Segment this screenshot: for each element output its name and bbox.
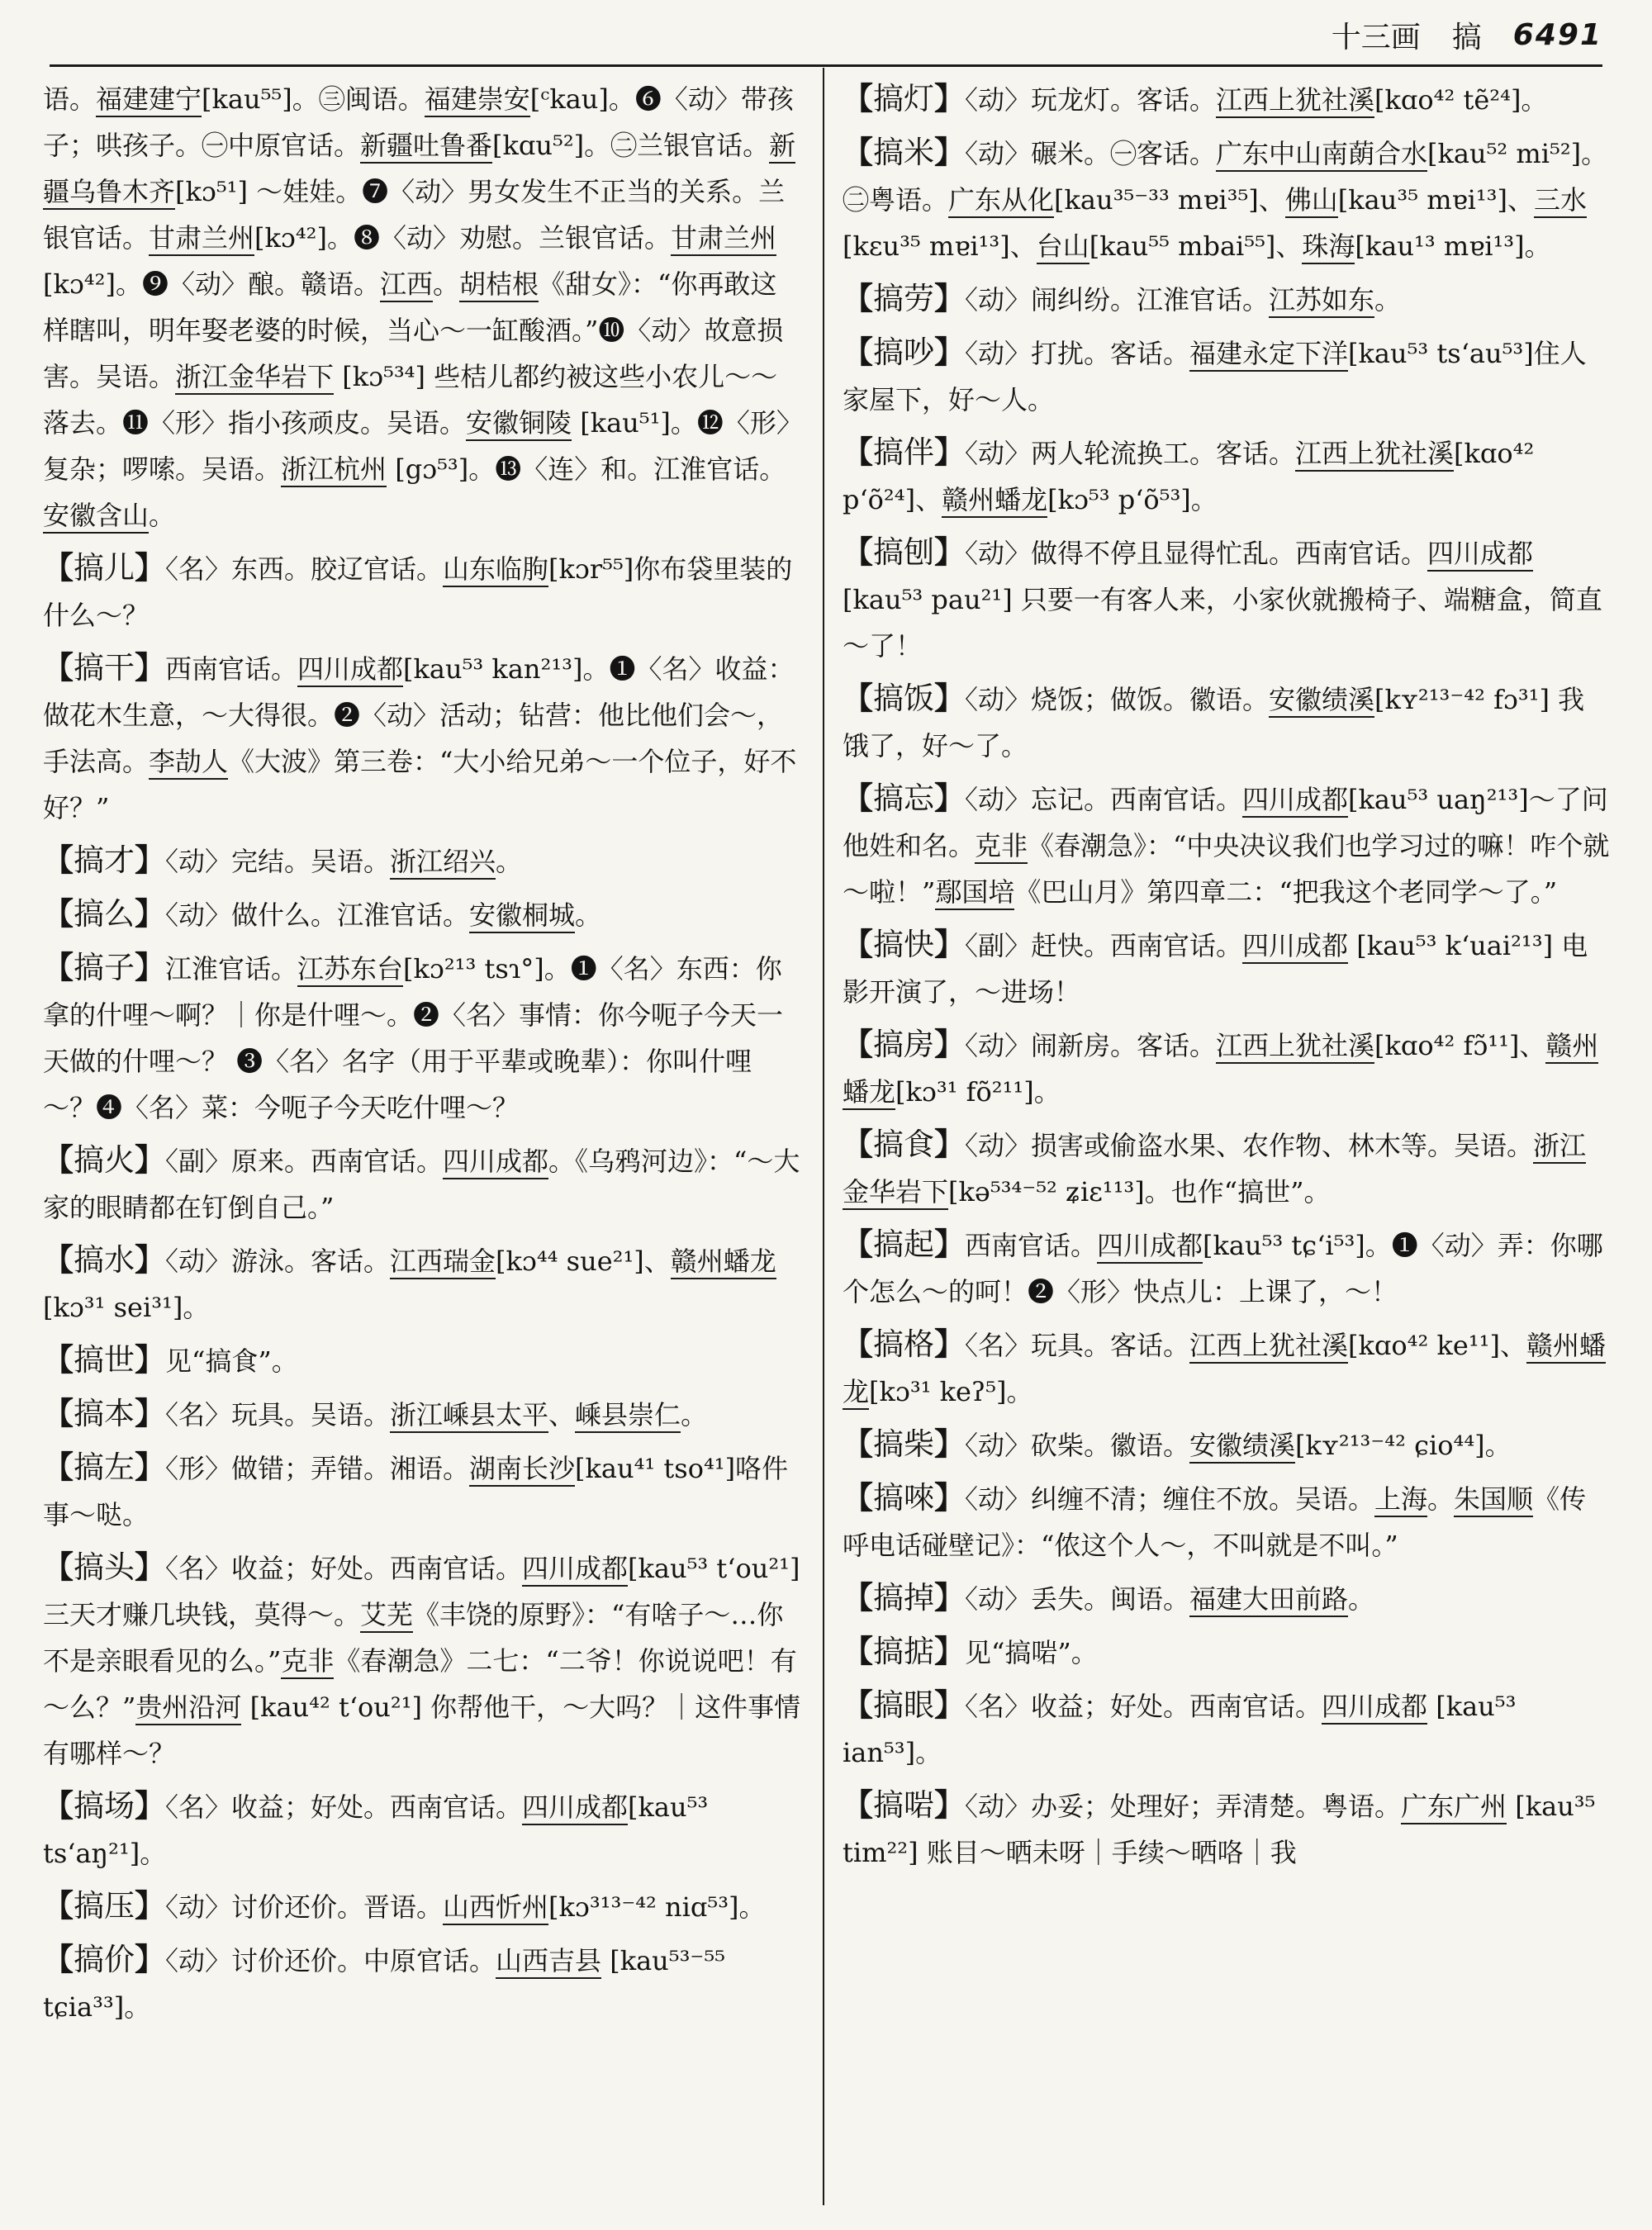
definition-text: [kɑu⁵²]。㊁兰银官话。	[492, 130, 770, 161]
definition-text: 〈名〉玩具。吴语。	[165, 1399, 391, 1431]
headword: 【搞忘】	[843, 780, 965, 816]
place-name: 安徽含山	[43, 500, 149, 534]
definition-text: 〈动〉打扰。客话。	[965, 338, 1190, 369]
definition-text: 〈动〉忘记。西南官话。	[965, 784, 1243, 815]
dictionary-entry	[43, 1544, 801, 1777]
definition-text: 。	[496, 846, 523, 877]
place-name: 甘肃兰州	[149, 222, 254, 256]
dictionary-entry	[43, 1783, 801, 1877]
place-name: 赣州蟠龙	[843, 1030, 1598, 1110]
dictionary-entry	[843, 1321, 1611, 1415]
headword-text: 搞水	[74, 1242, 135, 1278]
definition-text: [kɑo⁴² tẽ²⁴]。	[1374, 84, 1548, 116]
page-number: 6491	[1512, 17, 1602, 52]
place-name: 浙江金华岩下	[175, 361, 334, 395]
place-name: 克非	[281, 1645, 334, 1679]
definition-text: 〈动〉完结。吴语。	[165, 846, 391, 877]
definition-text: 〈动〉碾米。㊀客话。	[965, 138, 1217, 169]
place-name: 赣州蟠龙	[942, 484, 1047, 518]
dictionary-entry	[843, 1122, 1611, 1215]
place-name: 四川成都	[1427, 538, 1533, 572]
definition-text: 〈动〉做什么。江淮官话。	[165, 899, 470, 931]
place-name: 甘肃兰州	[671, 222, 776, 256]
definition-text: 〈动〉两人轮流换工。客话。	[965, 438, 1296, 469]
headword: 【搞掂】	[843, 1634, 965, 1669]
headword-text: 搞子	[74, 950, 135, 985]
headword-text: 搞本	[74, 1396, 135, 1431]
definition-text: [kau⁵³ ts‘au⁵³]住人家屋下，好～人。	[843, 338, 1587, 415]
dictionary-entry	[43, 1445, 801, 1538]
definition-text: 〈动〉纠缠不清；缠住不放。吴语。	[965, 1483, 1375, 1515]
definition-text: 《春潮急》：“中央决议我们也学习过的嘛！咋个就～啦！”	[843, 830, 1610, 908]
definition-text: 。《乌鸦河边》：“～大家的眼睛都在钉倒自己。”	[43, 1146, 800, 1223]
headword: 【搞伴】	[843, 434, 965, 470]
place-name: 江西上犹社溪	[1295, 438, 1454, 472]
place-name: 四川成都	[297, 653, 403, 687]
definition-text: [ᶜkau]。❻〈动〉带孩子；哄孩子。㊀中原官话。	[43, 83, 794, 161]
dictionary-entry	[843, 1575, 1611, 1622]
definition-text: 。	[575, 899, 602, 931]
definition-text: [kɔ²¹³ tsɿ°]。❶〈名〉东西：你拿的什哩～啊？｜你是什哩～。❷〈名〉事情：你今呃子今天一天做的什哩～？ ❸〈名〉名字（用于平辈或晚辈）：你叫什哩～？❹〈名〉菜：今呃子今天吃什哩～？	[43, 953, 784, 1123]
place-name: 新疆乌鲁木齐	[43, 130, 795, 210]
definition-text: [kau⁴¹ tso⁴¹]咯件事～哒。	[43, 1453, 789, 1530]
headword-text: 搞啱	[873, 1787, 934, 1823]
place-name: 三水	[1534, 184, 1587, 218]
headword-text: 搞世	[74, 1342, 135, 1378]
place-name: 安徽绩溪	[1189, 1430, 1295, 1464]
place-name: 山东临朐	[443, 553, 548, 587]
headword: 【搞掉】	[843, 1580, 965, 1616]
place-name: 江西瑞金	[390, 1245, 496, 1279]
definition-text: [kʏ²¹³⁻⁴² ɕio⁴⁴]。	[1295, 1430, 1512, 1461]
definition-text: 〈动〉损害或偷盗水果、农作物、林木等。吴语。	[965, 1130, 1534, 1161]
headword: 【搞压】	[43, 1888, 165, 1924]
headword: 【搞吵】	[843, 334, 965, 370]
definition-text: 。	[681, 1399, 708, 1431]
definition-text: 〈名〉收益；好处。西南官话。	[165, 1553, 523, 1584]
headword: 【搞灯】	[843, 81, 965, 116]
place-name: 胡桔根	[459, 268, 539, 302]
definition-text: 。	[1427, 1483, 1455, 1515]
dictionary-entry	[43, 1937, 801, 2030]
headword-text: 搞忘	[873, 780, 934, 816]
left-column	[43, 76, 801, 2215]
headword: 【搞格】	[843, 1326, 965, 1362]
place-name: 克非	[975, 830, 1028, 864]
place-name: 嵊县崇仁	[575, 1399, 681, 1433]
definition-text: [kɔ³¹ fõ²¹¹]。	[895, 1076, 1061, 1108]
headword: 【搞儿】	[43, 550, 165, 586]
definition-text: 〈形〉做错；弄错。湘语。	[165, 1453, 470, 1484]
place-name: 安徽桐城	[469, 899, 575, 933]
headword: 【搞劳】	[843, 281, 965, 316]
definition-text: 《传呼电话碰壁记》：“侬这个人～，不叫就是不叫。”	[843, 1483, 1587, 1561]
headword: 【搞世】	[43, 1342, 165, 1378]
place-name: 四川成都	[1242, 930, 1348, 964]
definition-text: [kau⁵³ pau²¹] 只要一有客人来，小家伙就搬椅子、端糖盒，简直～了！	[843, 584, 1602, 662]
dictionary-entry	[843, 429, 1611, 523]
column-divider	[823, 68, 824, 2205]
place-name: 四川成都	[522, 1791, 628, 1825]
definition-text: [kau⁵³ k‘uai²¹³] 电影开演了，～进场！	[843, 930, 1588, 1008]
dictionary-entry	[43, 945, 801, 1131]
headword: 【搞左】	[43, 1450, 165, 1485]
headword: 【搞快】	[843, 927, 965, 962]
definition-text: [kau⁵¹]。⓬〈形〉复杂；啰嗦。吴语。	[43, 407, 790, 485]
header-rule	[50, 64, 1602, 67]
dictionary-entry	[843, 130, 1611, 269]
place-name: 福建大田前路	[1189, 1583, 1348, 1617]
definition-text: 〈名〉玩具。客话。	[965, 1330, 1190, 1361]
headword: 【搞米】	[843, 135, 965, 170]
definition-text: 、	[548, 1399, 576, 1431]
definition-text: [kau⁵³ t‘ou²¹]三天才赚几块钱，莫得～。	[43, 1553, 800, 1630]
definition-text: [kau⁵³ tɕ‘i⁵³]。❶〈动〉弄：你哪个怎么～的呵！❷〈形〉快点儿：上课了，～！	[843, 1230, 1603, 1307]
headword-text: 搞快	[873, 927, 934, 962]
definition-text: 〈名〉东西。胶辽官话。	[165, 553, 444, 585]
headword: 【搞火】	[43, 1142, 165, 1178]
dictionary-entry	[43, 837, 801, 885]
definition-text: [kau³⁵ mɐi¹³]、	[1337, 184, 1534, 216]
headword-text: 搞儿	[74, 550, 135, 586]
place-name: 珠海	[1302, 230, 1355, 264]
headword: 【搞水】	[43, 1242, 165, 1278]
definition-text: 西南官话。	[165, 653, 298, 685]
definition-text: 《甜女》：“你再敢这样瞎叫，明年娶老婆的时候，当心～一缸酸酒。”❿〈动〉故意损害。吴语。	[43, 268, 784, 392]
definition-text: 〈动〉玩龙灯。客话。	[965, 84, 1217, 116]
dictionary-entry	[843, 1222, 1611, 1315]
headword-text: 搞食	[873, 1127, 934, 1162]
dictionary-entry	[843, 76, 1611, 123]
definition-text: [kau⁵⁵ mbai⁵⁵]、	[1089, 230, 1303, 262]
definition-text: 〈动〉闹新房。客话。	[965, 1030, 1217, 1061]
page-header	[50, 15, 1602, 55]
dictionary-entry	[43, 1883, 801, 1930]
headword: 【搞啱】	[843, 1787, 965, 1823]
definition-text: [kau⁵³⁻⁵⁵ tɕia³³]。	[43, 1945, 725, 2023]
right-column	[843, 76, 1611, 2215]
header-char: 搞	[1451, 20, 1482, 55]
headword-text: 搞刨	[873, 534, 934, 570]
definition-text: [gɔ⁵³]。⓭〈连〉和。江淮官话。	[387, 453, 786, 485]
definition-text: [kɔr⁵⁵]你布袋里装的什么～？	[43, 553, 793, 631]
header-section: 十三画	[1331, 20, 1421, 55]
dictionary-entry	[43, 1337, 801, 1384]
definition-text: 〈动〉烧饭；做饭。徽语。	[965, 684, 1270, 715]
definition-text: 西南官话。	[965, 1230, 1098, 1261]
definition-text: 〈动〉讨价还价。晋语。	[165, 1891, 444, 1923]
definition-text: [kau³⁵ tim²²] 账目～晒未呀｜手续～晒咯｜我	[843, 1791, 1596, 1868]
headword: 【搞唻】	[843, 1480, 965, 1516]
definition-text: [kau⁵³ ian⁵³]。	[843, 1691, 1517, 1768]
place-name: 台山	[1037, 230, 1089, 264]
headword-text: 搞价	[74, 1942, 135, 1977]
place-name: 佛山	[1285, 184, 1338, 218]
headword-text: 搞饭	[873, 681, 934, 716]
definition-text: 语。	[43, 83, 97, 115]
definition-text: 。	[432, 268, 459, 300]
headword-text: 搞起	[873, 1226, 934, 1262]
headword: 【搞头】	[43, 1549, 165, 1585]
definition-text: 〈动〉游泳。客话。	[165, 1245, 391, 1277]
headword-text: 搞么	[74, 896, 135, 932]
headword: 【搞眼】	[843, 1687, 965, 1723]
definition-text: [kɔ⁵³ p‘õ⁵³]。	[1047, 484, 1218, 515]
headword-text: 搞火	[74, 1142, 135, 1178]
dictionary-entry	[843, 1682, 1611, 1776]
headword: 【搞饭】	[843, 681, 965, 716]
place-name: 江苏东台	[297, 953, 403, 987]
definition-text: 〈动〉砍柴。徽语。	[965, 1430, 1190, 1461]
place-name: 广东中山南蓢合水	[1216, 138, 1427, 172]
definition-text: 〈动〉讨价还价。中原官话。	[165, 1945, 496, 1976]
headword-text: 搞左	[74, 1450, 135, 1485]
headword: 【搞刨】	[843, 534, 965, 570]
place-name: 浙江嵊县太平	[390, 1399, 548, 1433]
dictionary-entry	[843, 529, 1611, 669]
place-name: 艾芜	[360, 1599, 413, 1633]
place-name: 安徽绩溪	[1269, 684, 1374, 718]
place-name: 江西上犹社溪	[1189, 1330, 1348, 1364]
dictionary-entry	[43, 1391, 801, 1438]
definition-text: [kau⁵⁵]。㊂闽语。	[202, 83, 425, 115]
place-name: 山西忻州	[443, 1891, 548, 1925]
definition-text: 〈名〉收益；好处。西南官话。	[965, 1691, 1322, 1722]
definition-text: [kɑo⁴² ke¹¹]、	[1348, 1330, 1526, 1361]
definition-text: 《大波》第三卷：“大小给兄弟～一个位子，好不好？”	[43, 746, 797, 823]
definition-text: 见“搞啱”。	[965, 1637, 1098, 1668]
dictionary-entry	[43, 76, 801, 539]
place-name: 赣州蟠龙	[671, 1245, 776, 1279]
headword: 【搞子】	[43, 950, 165, 985]
headword-text: 搞掉	[873, 1580, 934, 1616]
definition-text: [kau⁵³ ts‘aŋ²¹]。	[43, 1791, 709, 1869]
definition-text: [kau⁴² t‘ou²¹] 你帮他干，～大吗？｜这件事情有哪样～？	[43, 1691, 801, 1769]
definition-text: 。	[149, 500, 176, 531]
place-name: 新疆吐鲁番	[360, 130, 492, 164]
headword: 【搞食】	[843, 1127, 965, 1162]
definition-text: [kau⁵³ kan²¹³]。❶〈名〉收益：做花木生意，～大得很。❷〈动〉活动；钻营：他比他们会～，手法高。	[43, 653, 795, 777]
headword-text: 搞房	[873, 1027, 934, 1062]
definition-text: [kɔ³¹ keʔ⁵]。	[869, 1376, 1033, 1407]
definition-text: 《巴山月》第四章二：“把我这个老同学～了。”	[1014, 876, 1558, 908]
definition-text: 江淮官话。	[165, 953, 298, 985]
place-name: 江西上犹社溪	[1216, 84, 1374, 118]
headword: 【搞柴】	[843, 1426, 965, 1462]
dictionary-entry	[843, 776, 1611, 915]
headword: 【搞场】	[43, 1788, 165, 1824]
headword-text: 搞眼	[873, 1687, 934, 1723]
headword: 【搞房】	[843, 1027, 965, 1062]
place-name: 四川成都	[443, 1146, 548, 1179]
definition-text: 。	[1374, 284, 1402, 316]
definition-text: 《丰饶的原野》：“有啥子～…你不是亲眼看见的么。”	[43, 1599, 784, 1677]
place-name: 江苏如东	[1269, 284, 1374, 318]
definition-text: 〈动〉丢失。闽语。	[965, 1583, 1190, 1615]
definition-text: [kɔ⁵¹] ～娃娃。❼〈动〉男女发生不正当的关系。兰银官话。	[43, 176, 786, 254]
dictionary-entry	[843, 1022, 1611, 1115]
dictionary-entry	[43, 645, 801, 831]
place-name: 贵州沿河	[135, 1691, 241, 1725]
headword-text: 搞伴	[873, 434, 934, 470]
place-name: 福建永定下洋	[1189, 338, 1348, 372]
headword-text: 搞灯	[873, 81, 934, 116]
headword-text: 搞才	[74, 842, 135, 878]
place-name: 四川成都	[1322, 1691, 1427, 1725]
definition-text: 〈动〉闹纠纷。江淮官话。	[965, 284, 1270, 316]
place-name: 湖南长沙	[469, 1453, 575, 1487]
dictionary-entry	[843, 676, 1611, 769]
place-name: 福建崇安	[425, 83, 530, 117]
definition-text: [kɑo⁴² fɔ̃¹¹]、	[1374, 1030, 1546, 1061]
dictionary-entry	[43, 545, 801, 638]
place-name: 浙江杭州	[281, 453, 387, 487]
dictionary-entry	[43, 1237, 801, 1331]
definition-text: [kə⁵³⁴⁻⁵² ʑiɛ¹¹³]。也作“搞世”。	[948, 1176, 1331, 1208]
place-name: 朱国顺	[1454, 1483, 1533, 1517]
dictionary-entry	[43, 891, 801, 938]
place-name: 浙江金华岩下	[843, 1130, 1586, 1210]
place-name: 江西	[380, 268, 433, 302]
definition-text: [kau¹³ mɐi¹³]。	[1355, 230, 1551, 262]
place-name: 安徽铜陵	[466, 407, 572, 441]
definition-text: [kɔ⁵³⁴] 些桔儿都约被这些小农儿～～落去。⓫〈形〉指小孩顽皮。吴语。	[43, 361, 778, 439]
place-name: 赣州蟠龙	[843, 1330, 1606, 1410]
definition-text: 〈动〉做得不停且显得忙乱。西南官话。	[965, 538, 1428, 569]
definition-text: [kau⁵³ uaŋ²¹³]～了问他姓和名。	[843, 784, 1608, 861]
place-name: 山西吉县	[496, 1945, 601, 1979]
definition-text: [kɔ⁴⁴ sue²¹]、	[496, 1245, 671, 1277]
dictionary-entry	[843, 922, 1611, 1015]
place-name: 江西上犹社溪	[1216, 1030, 1374, 1064]
definition-text: [kɔ³¹ sei³¹]。	[43, 1292, 210, 1323]
definition-text: [kɛu³⁵ mɐi¹³]、	[843, 230, 1037, 262]
definition-text: 〈副〉赶快。西南官话。	[965, 930, 1243, 961]
dictionary-entry	[843, 330, 1611, 423]
dictionary-entry	[843, 276, 1611, 323]
definition-text: 见“搞食”。	[165, 1345, 298, 1377]
definition-text: [kau⁵² mi⁵²]。㊁粤语。	[843, 138, 1608, 216]
dictionary-entry	[843, 1629, 1611, 1676]
headword: 【搞干】	[43, 650, 165, 686]
definition-text: [kau³⁵⁻³³ mɐi³⁵]、	[1054, 184, 1285, 216]
headword: 【搞才】	[43, 842, 165, 878]
place-name: 广东从化	[948, 184, 1054, 218]
dictionary-entry	[843, 1782, 1611, 1876]
place-name: 四川成都	[522, 1553, 628, 1587]
definition-text: 〈名〉收益；好处。西南官话。	[165, 1791, 523, 1823]
headword: 【搞起】	[843, 1226, 965, 1262]
dictionary-entry	[843, 1421, 1611, 1468]
definition-text: [kɔ⁴²]。❾〈动〉酿。赣语。	[43, 268, 380, 300]
definition-text: [kɔ⁴²]。❽〈动〉劝慰。兰银官话。	[254, 222, 671, 254]
place-name: 福建建宁	[96, 83, 202, 117]
definition-text: 〈副〉原来。西南官话。	[165, 1146, 444, 1177]
place-name: 上海	[1374, 1483, 1427, 1517]
place-name: 广东广州	[1401, 1791, 1507, 1824]
headword-text: 搞压	[74, 1888, 135, 1924]
headword-text: 搞柴	[873, 1426, 934, 1462]
headword-text: 搞格	[873, 1326, 934, 1362]
dictionary-entry	[843, 1475, 1611, 1568]
place-name: 李劼人	[149, 746, 228, 780]
definition-text: [kɑo⁴² p‘õ²⁴]、	[843, 438, 1535, 515]
headword-text: 搞头	[74, 1549, 135, 1585]
place-name: 浙江绍兴	[390, 846, 496, 880]
definition-text: 。	[1348, 1583, 1375, 1615]
headword: 【搞么】	[43, 896, 165, 932]
headword-text: 搞劳	[873, 281, 934, 316]
definition-text: [kʏ²¹³⁻⁴² fɔ³¹] 我饿了，好～了。	[843, 684, 1585, 762]
dictionary-entry	[43, 1137, 801, 1231]
headword-text: 搞场	[74, 1788, 135, 1824]
definition-text: 〈动〉办妥；处理好；弄清楚。粤语。	[965, 1791, 1402, 1822]
place-name: 四川成都	[1242, 784, 1348, 818]
place-name: 四川成都	[1097, 1230, 1203, 1264]
headword: 【搞本】	[43, 1396, 165, 1431]
definition-text: 《春潮急》二七：“二爷！你说说吧！有～么？”	[43, 1645, 797, 1723]
place-name: 鄢国培	[935, 876, 1014, 910]
headword-text: 搞唻	[873, 1480, 934, 1516]
headword-text: 搞吵	[873, 334, 934, 370]
headword-text: 搞米	[873, 135, 934, 170]
headword-text: 搞干	[74, 650, 135, 686]
headword-text: 搞掂	[873, 1634, 934, 1669]
definition-text: [kɔ³¹³⁻⁴² niɑ⁵³]。	[548, 1891, 766, 1923]
headword: 【搞价】	[43, 1942, 165, 1977]
